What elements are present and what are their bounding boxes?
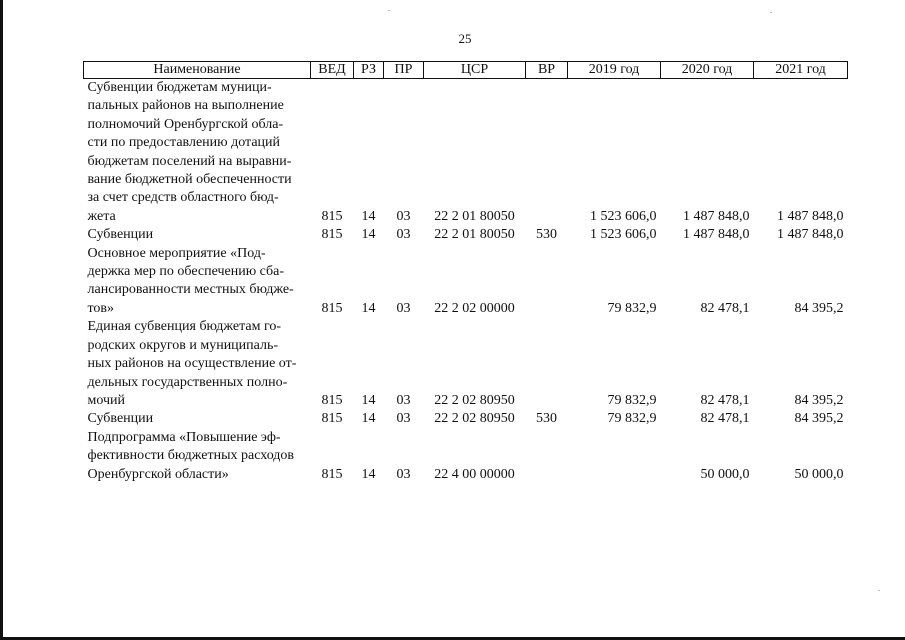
scan-speck (770, 12, 772, 13)
cell-2019: 79 832,9 (607, 392, 657, 408)
cell-vr (526, 245, 568, 319)
cell-vr: 530 (536, 227, 557, 243)
name-line: за счет средств областного бюд- (87, 190, 279, 206)
header-name: Наименование (84, 62, 311, 79)
cell-rz: 14 (361, 300, 376, 316)
name-line: сти по предоставлению дотаций (87, 135, 281, 151)
name-line: Субвенции бюджетам муници- (87, 80, 272, 95)
cell-rz: 14 (361, 392, 376, 408)
cell-2020: 1 487 848,0 (683, 208, 750, 224)
header-ved: ВЕД (311, 62, 354, 79)
cell-vr (526, 429, 568, 484)
name-line: пальных районов на выполнение (87, 98, 284, 114)
cell-csr: 22 4 00 00000 (434, 466, 515, 482)
name-line: мочий (87, 392, 126, 408)
header-2020: 2020 год (661, 62, 754, 79)
cell-name (84, 318, 311, 410)
table-row (84, 79, 848, 227)
cell-rz: 14 (361, 208, 376, 224)
cell-rz: 14 (361, 227, 376, 243)
cell-csr: 22 2 01 80050 (434, 227, 515, 243)
cell-pr: 03 (396, 300, 411, 316)
table-row (84, 410, 848, 428)
header-2021: 2021 год (754, 62, 848, 79)
cell-ved: 815 (321, 466, 343, 482)
name-line: бюджетам поселений на выравни- (87, 153, 292, 169)
name-line: Субвенции (87, 411, 154, 427)
cell-pr: 03 (396, 392, 411, 408)
cell-2021: 84 395,2 (794, 411, 844, 427)
cell-2021: 50 000,0 (794, 466, 844, 482)
header-rz: РЗ (354, 62, 384, 79)
name-line: родских округов и муниципаль- (87, 337, 279, 353)
name-line: держка мер по обеспечению сба- (87, 264, 285, 280)
table-row (84, 429, 848, 484)
name-line: Оренбургской области» (87, 466, 229, 482)
name-line: дельных государственных полно- (87, 374, 288, 390)
name-line: Основное мероприятие «Под- (87, 245, 266, 261)
name-line: фективности бюджетных расходов (87, 448, 295, 464)
name-line: тов» (87, 300, 115, 316)
cell-ved: 815 (321, 300, 343, 316)
cell-2020: 82 478,1 (700, 392, 750, 408)
cell-2021: 1 487 848,0 (777, 227, 844, 243)
name-line: Единая субвенция бюджетам го- (87, 319, 282, 335)
cell-2019 (568, 429, 661, 484)
cell-rz: 14 (361, 466, 376, 482)
cell-2021: 84 395,2 (794, 392, 844, 408)
cell-2019: 79 832,9 (607, 411, 657, 427)
name-line: жета (87, 208, 116, 224)
cell-2021: 84 395,2 (794, 300, 844, 316)
name-line: ных районов на осуществление от- (87, 356, 297, 372)
cell-name (84, 429, 311, 484)
cell-2020: 82 478,1 (700, 411, 750, 427)
name-line: Подпрограмма «Повышение эф- (87, 429, 281, 445)
cell-2020: 50 000,0 (700, 466, 750, 482)
table-row (84, 318, 848, 410)
cell-name (84, 226, 311, 244)
page-number: 25 (458, 31, 472, 46)
cell-ved: 815 (321, 227, 343, 243)
cell-vr (526, 79, 568, 227)
header-pr: ПР (384, 62, 424, 79)
cell-ved: 815 (321, 392, 343, 408)
cell-name (84, 245, 311, 319)
cell-pr: 03 (396, 208, 411, 224)
cell-csr: 22 2 01 80050 (434, 208, 515, 224)
cell-vr: 530 (536, 411, 557, 427)
cell-name (84, 79, 311, 227)
cell-pr: 03 (396, 411, 411, 427)
name-line: лансированности местных бюдже- (87, 282, 294, 298)
scan-speck (878, 590, 880, 591)
cell-csr: 22 2 02 80950 (434, 392, 515, 408)
cell-2019: 1 523 606,0 (590, 227, 657, 243)
scan-speck (388, 10, 390, 11)
header-2019: 2019 год (568, 62, 661, 79)
table-row (84, 226, 848, 244)
budget-table (83, 61, 848, 484)
cell-name (84, 410, 311, 428)
cell-2019: 79 832,9 (607, 300, 657, 316)
cell-2020: 82 478,1 (700, 300, 750, 316)
cell-ved: 815 (321, 208, 343, 224)
name-line: полномочий Оренбургской обла- (87, 116, 284, 132)
cell-pr: 03 (396, 466, 411, 482)
name-line: вание бюджетной обеспеченности (87, 172, 292, 188)
cell-2020: 1 487 848,0 (683, 227, 750, 243)
name-line: Субвенции (87, 227, 154, 243)
cell-2021: 1 487 848,0 (777, 208, 844, 224)
cell-vr (526, 318, 568, 410)
header-vr: ВР (526, 62, 568, 79)
cell-csr: 22 2 02 00000 (434, 300, 515, 316)
table-row (84, 245, 848, 319)
header-csr: ЦСР (424, 62, 526, 79)
cell-2019: 1 523 606,0 (590, 208, 657, 224)
cell-pr: 03 (396, 227, 411, 243)
table-header-row (84, 62, 848, 79)
table-body (84, 79, 848, 484)
cell-ved: 815 (321, 411, 343, 427)
cell-rz: 14 (361, 411, 376, 427)
cell-csr: 22 2 02 80950 (434, 411, 515, 427)
page-left-edge (0, 0, 3, 640)
